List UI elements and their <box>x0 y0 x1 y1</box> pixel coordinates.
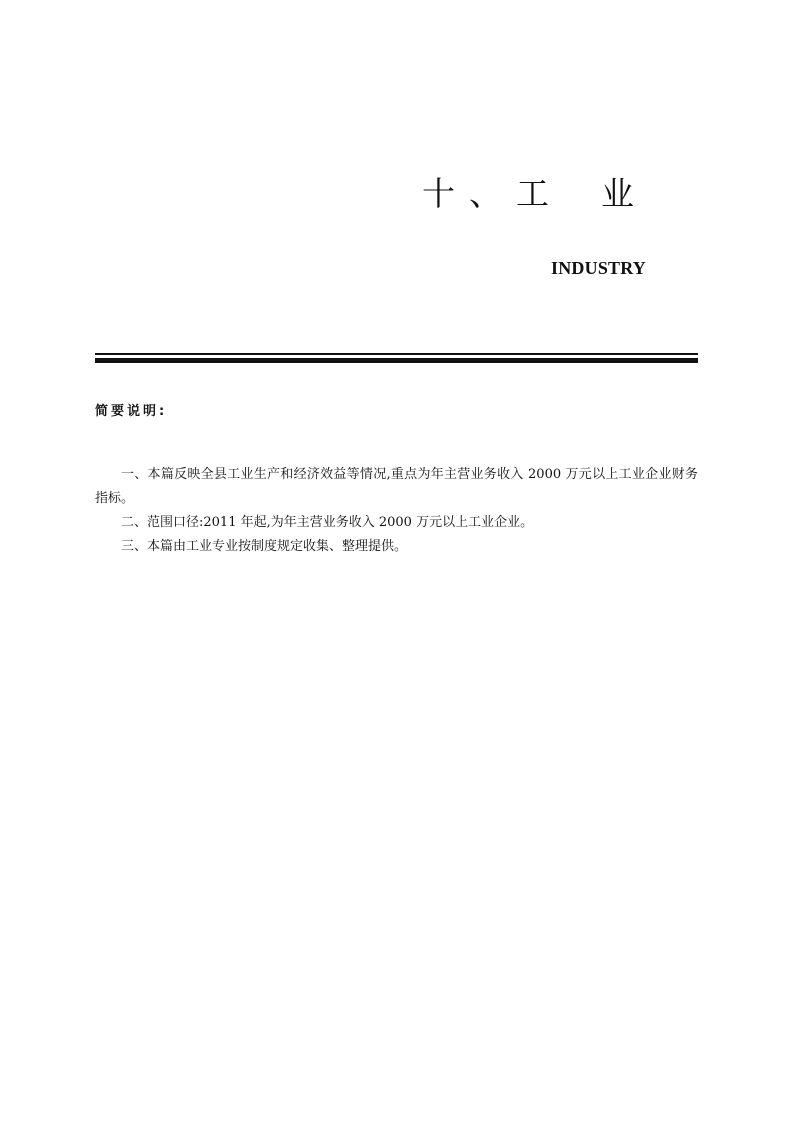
chapter-title <box>422 168 648 215</box>
note-item-2: 二、范围口径:2011 年起,为年主营业务收入 2000 万元以上工业企业。 <box>121 515 534 530</box>
note-item-1: 一、本篇反映全县工业生产和经济效益等情况,重点为年主营业务收入 2000 万元以上工业企业财务指标。 <box>95 467 698 506</box>
notes-body <box>95 463 698 559</box>
notes-heading: 简要说明: <box>95 404 168 419</box>
divider-thin <box>95 353 698 355</box>
chapter-title-part1: 十、工 <box>422 174 563 213</box>
english-title: INDUSTRY <box>551 258 646 278</box>
chapter-title-part2: 业 <box>601 174 648 213</box>
note-item-3: 三、本篇由工业专业按制度规定收集、整理提供。 <box>121 539 408 554</box>
divider-thick <box>95 358 698 363</box>
